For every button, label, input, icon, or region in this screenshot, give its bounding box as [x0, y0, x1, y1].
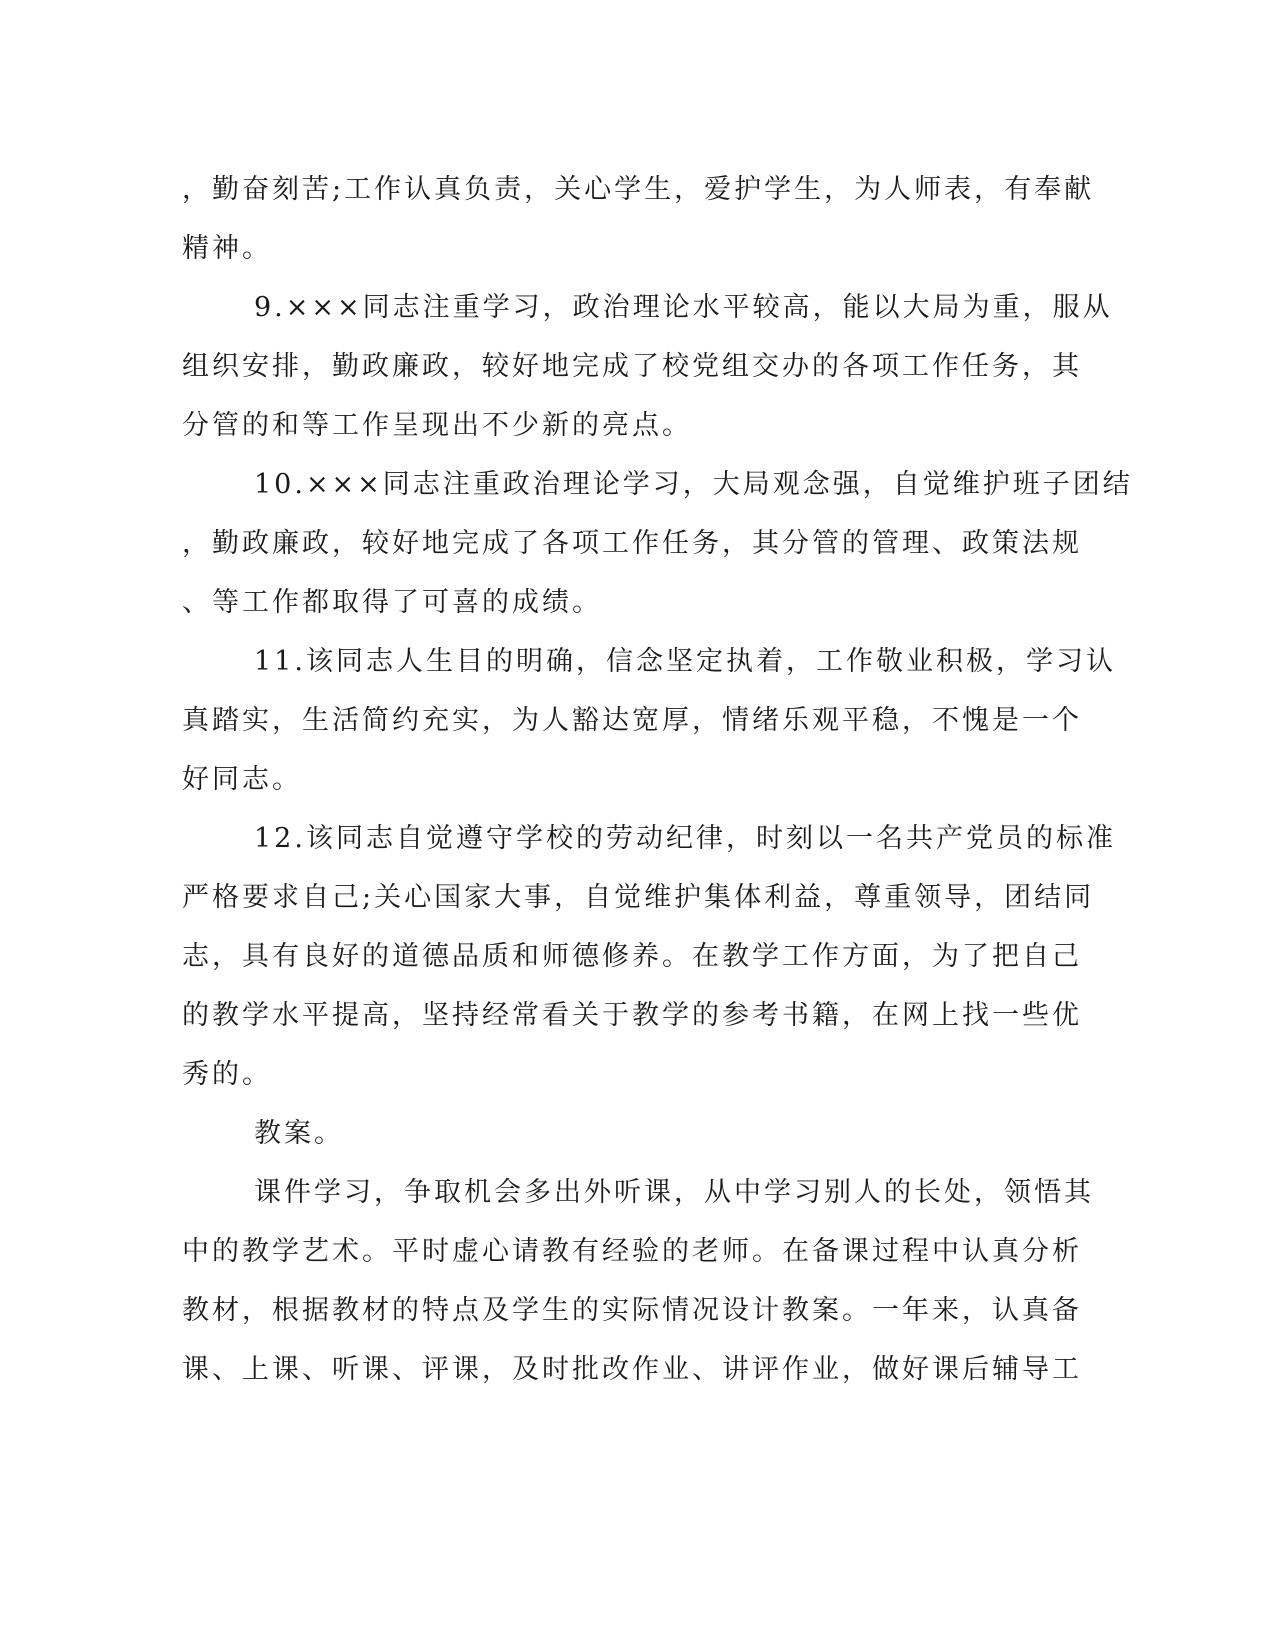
- text-line: 好同志。: [182, 764, 302, 795]
- text-line: 10.×××同志注重政治理论学习，大局观念强，自觉维护班子团结: [254, 469, 1133, 500]
- document-body: [182, 160, 1133, 1399]
- text-line: 、等工作都取得了可喜的成绩。: [182, 587, 602, 618]
- text-line: ，勤奋刻苦;工作认真负责，关心学生，爱护学生，为人师表，有奉献: [182, 174, 1095, 205]
- text-line: 12.该同志自觉遵守学校的劳动纪律，时刻以一名共产党员的标准: [254, 823, 1116, 854]
- text-line: 教案。: [254, 1118, 344, 1149]
- text-line: 志，具有良好的道德品质和师德修养。在教学工作方面，为了把自己: [182, 941, 1082, 972]
- text-line: 课件学习，争取机会多出外听课，从中学习别人的长处，领悟其: [254, 1177, 1094, 1208]
- text-line: 分管的和等工作呈现出不少新的亮点。: [182, 410, 692, 441]
- text-line: 11.该同志人生目的明确，信念坚定执着，工作敬业积极，学习认: [254, 646, 1116, 677]
- text-line: 组织安排，勤政廉政，较好地完成了校党组交办的各项工作任务，其: [182, 351, 1082, 382]
- text-line: 真踏实，生活简约充实，为人豁达宽厚，情绪乐观平稳，不愧是一个: [182, 705, 1082, 736]
- text-line: 教材，根据教材的特点及学生的实际情况设计教案。一年来，认真备: [182, 1295, 1082, 1326]
- text-line: 的教学水平提高，坚持经常看关于教学的参考书籍，在网上找一些优: [182, 1000, 1082, 1031]
- text-line: ，勤政廉政，较好地完成了各项工作任务，其分管的管理、政策法规: [182, 528, 1082, 559]
- text-line: 9.×××同志注重学习，政治理论水平较高，能以大局为重，服从: [254, 292, 1113, 323]
- text-line: 秀的。: [182, 1059, 272, 1090]
- text-line: 严格要求自己;关心国家大事，自觉维护集体利益，尊重领导，团结同: [182, 882, 1095, 913]
- text-line: 中的教学艺术。平时虚心请教有经验的老师。在备课过程中认真分析: [182, 1236, 1082, 1267]
- text-line: 课、上课、听课、评课，及时批改作业、讲评作业，做好课后辅导工: [182, 1354, 1082, 1385]
- text-line: 精神。: [182, 233, 272, 264]
